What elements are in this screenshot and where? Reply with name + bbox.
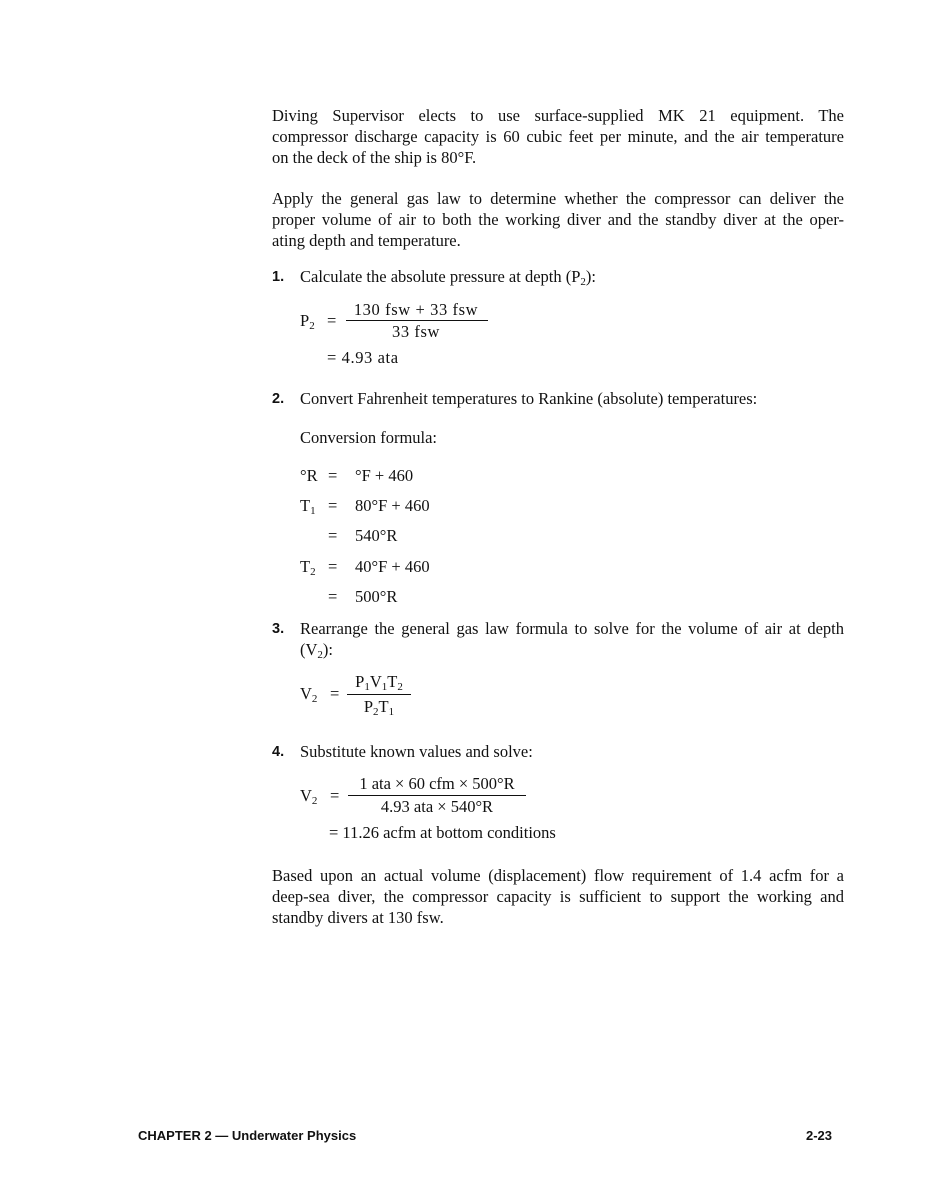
step-instruction: Convert Fahrenheit temperatures to Rankine (absolute) temperatures:: [300, 389, 758, 408]
step-instruction-cont: [300, 639, 333, 660]
symbol: T: [300, 557, 311, 576]
text-line: proper volume of air to both the working diver and the standby diver at the oper-: [272, 210, 844, 229]
equation-lhs: [300, 786, 317, 806]
fraction-numerator: 1 ata × 60 cfm × 500°R: [359, 774, 515, 793]
step-instruction: Rearrange the general gas law formula to solve for the volume of air at depth: [300, 619, 844, 638]
subscript: 2: [310, 566, 316, 578]
equation-lhs: [300, 311, 315, 331]
equation-result: = 11.26 acfm at bottom conditions: [329, 823, 556, 842]
conversion-lhs: [300, 466, 318, 486]
symbol: V: [300, 786, 312, 805]
text: (V: [300, 640, 318, 659]
step-number: 2.: [272, 391, 285, 407]
step-text: Calculate the absolute pressure at depth (P: [300, 267, 581, 286]
fraction-denominator: 33 fsw: [391, 322, 441, 341]
subscript: 2: [311, 693, 318, 705]
conclusion-paragraph: [272, 865, 844, 928]
step-instruction: [300, 266, 596, 287]
apply-paragraph: [272, 188, 844, 251]
equation-result: = 4.93 ata: [327, 348, 399, 367]
subscript: 2: [311, 795, 318, 807]
conversion-lhs: [300, 496, 316, 516]
step-number: 4.: [272, 744, 285, 760]
equals-sign: =: [328, 587, 338, 606]
fraction-bar: [346, 320, 488, 321]
step-number: 1.: [272, 269, 285, 285]
equals-sign: =: [328, 496, 338, 515]
symbol: T: [300, 496, 311, 515]
step-text-end: ):: [585, 267, 597, 286]
text: ):: [322, 640, 334, 659]
conversion-rhs: 40°F + 460: [355, 557, 430, 576]
symbol: °R: [300, 466, 318, 485]
conversion-rhs: 540°R: [355, 526, 398, 545]
formula-label: Conversion formula:: [300, 428, 438, 447]
equals-sign: =: [328, 466, 338, 485]
conversion-rhs: 500°R: [355, 587, 398, 606]
text-line: compressor discharge capacity is 60 cubic feet per minute, and the air temperature: [272, 127, 844, 146]
fraction-numerator: $P_1V_1T_2$: [355, 672, 403, 693]
equals-sign: =: [328, 526, 338, 545]
fraction-denominator: 4.93 ata × 540°R: [380, 797, 494, 816]
footer-chapter: CHAPTER 2 — Underwater Physics: [138, 1128, 357, 1143]
fraction-denominator: $P_2T_1$: [363, 697, 395, 718]
text-line: Based upon an actual volume (displacement) flow requirement of 1.4 acfm for a: [272, 866, 844, 885]
text-line: Apply the general gas law to determine whether the compressor can deliver the: [272, 189, 844, 208]
equals-sign: =: [330, 786, 340, 805]
fraction-bar: [347, 694, 411, 695]
text-line: on the deck of the ship is 80°F.: [272, 148, 477, 167]
text-line: deep-sea diver, the compressor capacity is sufficient to support the working and: [272, 887, 844, 906]
text-line: standby divers at 130 fsw.: [272, 908, 444, 927]
conversion-rhs: 80°F + 460: [355, 496, 430, 515]
subscript: 2: [317, 649, 323, 661]
symbol: V: [300, 684, 312, 703]
conversion-rhs: °F + 460: [355, 466, 414, 485]
subscript: 2: [580, 276, 586, 288]
symbol: P: [300, 311, 310, 330]
fraction-numerator: 130 fsw + 33 fsw: [353, 300, 479, 319]
equals-sign: =: [328, 557, 338, 576]
intro-paragraph: [272, 105, 844, 168]
subscript: 1: [310, 505, 316, 517]
equals-sign: =: [327, 311, 337, 330]
conversion-lhs: [300, 557, 316, 577]
text-line: ating depth and temperature.: [272, 231, 461, 250]
footer-page-number: 2-23: [805, 1128, 832, 1143]
step-instruction: Substitute known values and solve:: [300, 742, 533, 761]
equals-sign: =: [330, 684, 340, 703]
equation-lhs: [300, 684, 317, 704]
subscript: 2: [309, 320, 315, 332]
step-number: 3.: [272, 621, 285, 637]
fraction-bar: [348, 795, 526, 796]
text-line: Diving Supervisor elects to use surface-supplied MK 21 equipment. The: [272, 106, 844, 125]
